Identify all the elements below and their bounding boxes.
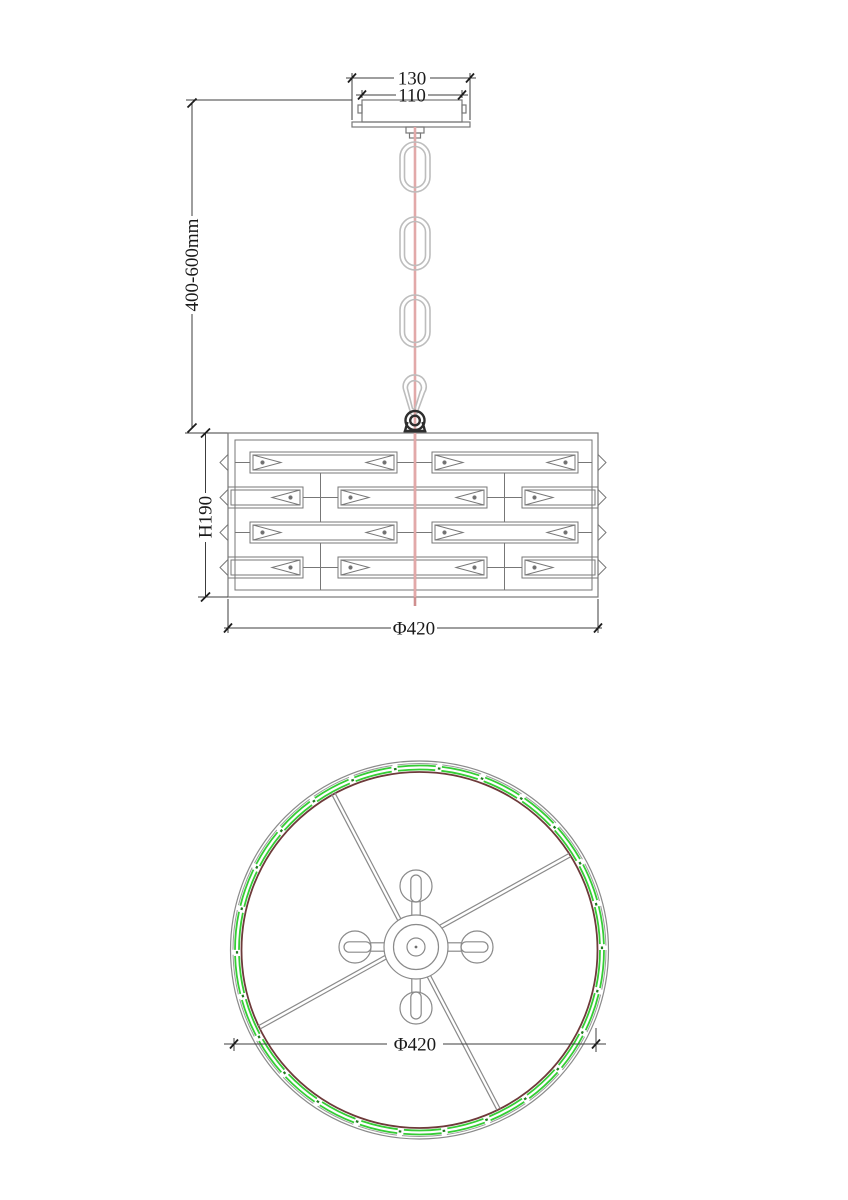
elevation-view xyxy=(182,69,606,640)
dim-400-600-label: 400-600mm xyxy=(182,218,203,312)
lamp-arm-east xyxy=(446,931,493,963)
crystal-bar-row-2 xyxy=(220,487,606,508)
dim-phi420-plan-label: Φ420 xyxy=(393,1034,437,1056)
dimension-suspension xyxy=(182,99,352,434)
dim-130-label: 130 xyxy=(397,68,427,90)
dim-phi420-elevation-label: Φ420 xyxy=(392,618,436,640)
drum-shade xyxy=(220,433,606,606)
dimension-shade-height xyxy=(196,429,229,602)
dimension-shade-diameter-plan xyxy=(224,1028,606,1056)
dim-110-label: 110 xyxy=(398,85,426,107)
hub-center-point xyxy=(415,946,418,949)
dimension-shade-diameter-elevation xyxy=(224,599,602,640)
plan-view xyxy=(224,761,609,1139)
dimension-canopy-inner xyxy=(356,86,468,107)
lamp-arm-north xyxy=(400,870,432,916)
crystal-bar-row-4 xyxy=(220,557,606,578)
lamp-hub xyxy=(339,870,493,1024)
lamp-arm-south xyxy=(400,978,432,1024)
dim-h190-label: H190 xyxy=(195,495,217,539)
